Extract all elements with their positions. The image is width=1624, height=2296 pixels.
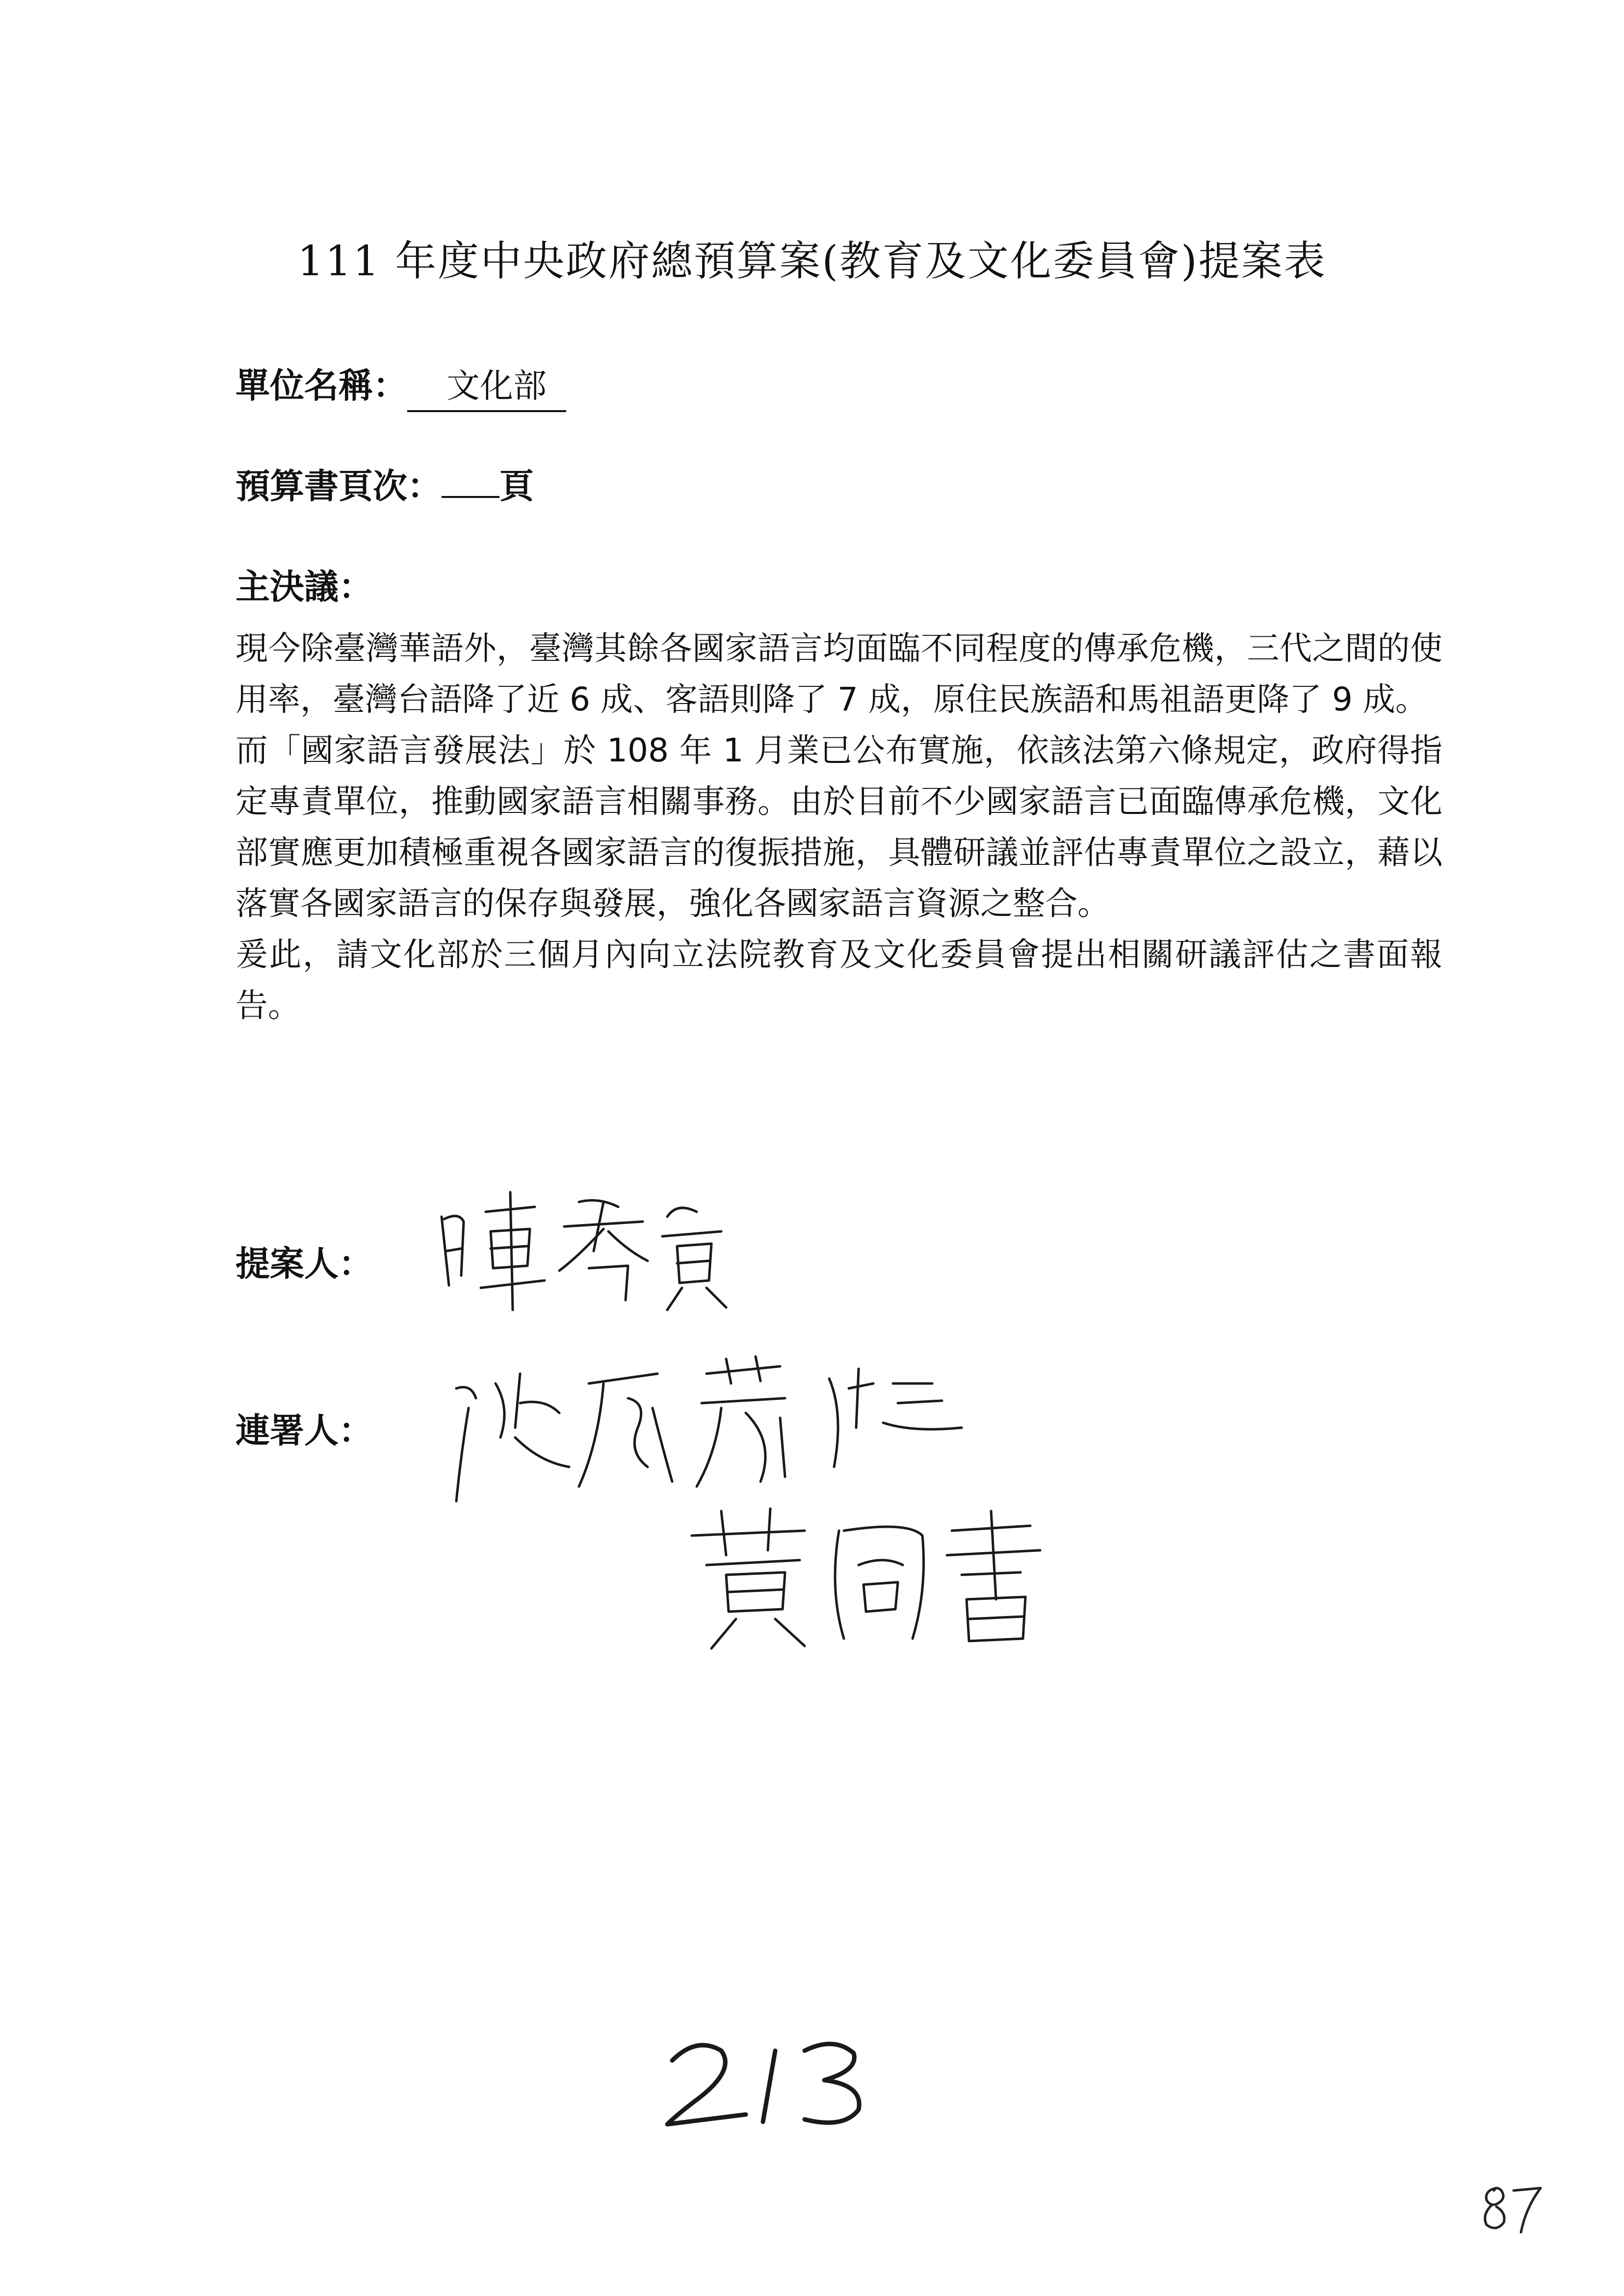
unit-name-field — [236, 358, 566, 412]
proposer-signature — [432, 1182, 736, 1320]
budget-page-suffix: 頁 — [499, 466, 534, 506]
budget-page-blank — [442, 467, 499, 498]
budget-page-label: 預算書頁次： — [236, 466, 442, 506]
handwritten-page-number — [657, 2031, 883, 2134]
unit-name-value: 文化部 — [407, 360, 566, 412]
cosigner-signature-2 — [677, 1501, 1060, 1658]
proposer-label: 提案人： — [236, 1244, 373, 1284]
cosigner-signature-1 — [442, 1354, 971, 1516]
unit-name-label: 單位名稱： — [236, 365, 407, 406]
budget-page-field — [236, 459, 534, 508]
resolution-paragraph-3: 爰此，請文化部於三個月內向立法院教育及文化委員會提出相關研議評估之書面報告。 — [236, 936, 1442, 1024]
main-resolution-heading: 主決議： — [236, 567, 373, 607]
cosigner-label: 連署人： — [236, 1410, 373, 1451]
corner-page-number — [1477, 2178, 1545, 2237]
resolution-paragraph-1: 現今除臺灣華語外，臺灣其餘各國家語言均面臨不同程度的傳承危機，三代之間的使用率，臺灣台語降了近 6 成、客語則降了 7 成，原住民族語和馬祖語更降了 9 成。 — [236, 629, 1442, 718]
resolution-paragraph-2: 而「國家語言發展法」於 108 年 1 月業已公布實施，依該法第六條規定，政府得指定專責單位，推動國家語言相關事務。由於目前不少國家語言已面臨傳承危機，文化部實應更加積極重視各國家語言的復振措施，具體研議並評估專責單位之設立，藉以落實各國家語言的保存與發展，強化各國家語言資源之整合。 — [236, 731, 1442, 922]
main-resolution-body — [236, 623, 1442, 1031]
document-title: 111 年度中央政府總預算案(教育及文化委員會)提案表 — [297, 237, 1327, 285]
